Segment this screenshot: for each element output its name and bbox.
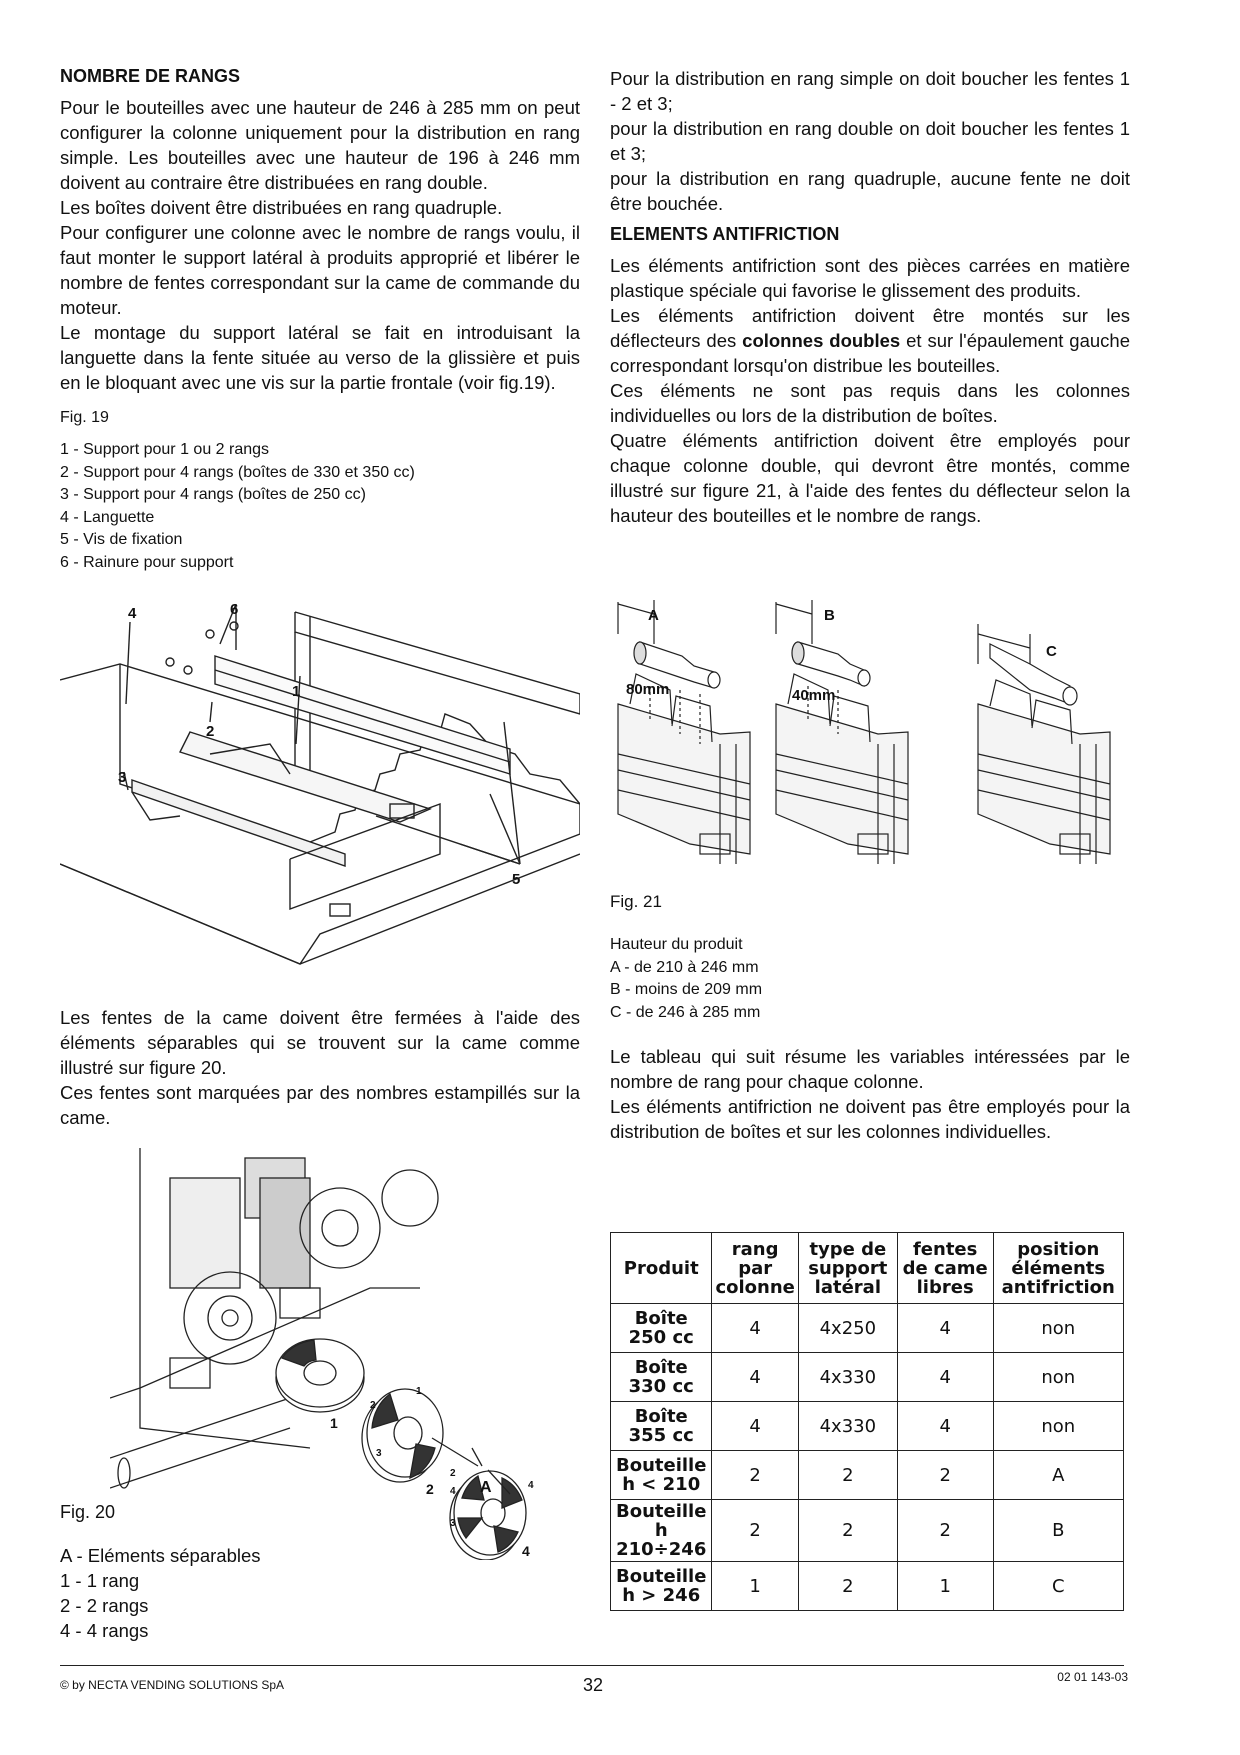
fig21-illustration: [610, 594, 1130, 874]
callout-1: 1: [292, 683, 301, 700]
table-row: [611, 1500, 1124, 1562]
paragraph: Ces éléments ne sont pas requis dans les colonnes individuelles ou lors de la distribution de boîtes.: [610, 380, 1130, 426]
legend-item: 4 - 4 rangs: [60, 1620, 149, 1641]
table-cell: non: [993, 1304, 1123, 1353]
table-cell: 4x330: [798, 1402, 897, 1451]
document-code: 02 01 143-03: [1057, 1670, 1128, 1684]
callout-5: 5: [512, 871, 521, 888]
table-cell: non: [993, 1353, 1123, 1402]
fig21-legend-block: [610, 892, 1130, 1144]
table-cell: 1: [712, 1562, 798, 1611]
table-header: Produit: [611, 1233, 712, 1304]
fig19-legend: [60, 439, 580, 574]
table-header: type de support latéral: [798, 1233, 897, 1304]
paragraph: Les boîtes doivent être distribuées en rang quadruple.: [60, 197, 503, 218]
slot-number: 4: [450, 1486, 456, 1497]
right-column: [610, 66, 1130, 528]
text-run-bold: colonnes doubles: [742, 330, 901, 351]
fig19-illustration: [60, 604, 580, 996]
table-cell: B: [993, 1500, 1123, 1562]
fig20-illustration: [110, 1148, 570, 1560]
legend-item: 4 - Languette: [60, 508, 155, 526]
table-cell: 4: [897, 1304, 993, 1353]
table-header: position éléments antifriction: [993, 1233, 1123, 1304]
text-run: Les éléments antifriction doivent être montés sur les déflecteurs des: [610, 305, 1130, 351]
slot-number: 2: [450, 1468, 456, 1479]
paragraph: Pour le bouteilles avec une hauteur de 246 à 285 mm on peut configurer la colonne uniquement pour la distribution en rang simple. Les bouteilles avec une hauteur de 196 à 246 mm doivent au contraire être distribuées en rang double.: [60, 97, 580, 193]
legend-title: Hauteur du produit: [610, 936, 743, 953]
table-cell: 2: [798, 1451, 897, 1500]
table-cell: non: [993, 1402, 1123, 1451]
fig20-caption: Fig. 20: [60, 1502, 116, 1522]
callout-6: 6: [230, 604, 239, 618]
table-row: [611, 1353, 1124, 1402]
slot-number: 2: [370, 1400, 376, 1411]
legend-item: 1 - 1 rang: [60, 1570, 140, 1591]
slot-number: 3: [376, 1448, 382, 1459]
legend-item: 2 - 2 rangs: [60, 1595, 149, 1616]
legend-item: A - de 210 à 246 mm: [610, 958, 759, 976]
paragraph: Ces fentes sont marquées par des nombres estampillés sur la came.: [60, 1082, 580, 1128]
fig21-label-A: A: [648, 607, 659, 624]
left-column-lower: [60, 1005, 580, 1130]
legend-item: 6 - Rainure pour support: [60, 553, 234, 571]
table-cell: Bouteille h 210÷246: [611, 1500, 712, 1562]
table-row: [611, 1562, 1124, 1611]
slot-number: 1: [416, 1386, 422, 1397]
legend-item: A - Eléments séparables: [60, 1545, 261, 1566]
table-cell: Boîte 355 cc: [611, 1402, 712, 1451]
table-cell: 4: [712, 1304, 798, 1353]
paragraph: Les éléments antifriction ne doivent pas être employés pour la distribution de boîtes et sur les colonnes individuelles.: [610, 1096, 1130, 1142]
paragraph: pour la distribution en rang double on doit boucher les fentes 1 et 3;: [610, 118, 1130, 164]
table-header: fentes de came libres: [897, 1233, 993, 1304]
legend-item: 5 - Vis de fixation: [60, 531, 183, 548]
table-cell: 4: [712, 1353, 798, 1402]
table-row: [611, 1402, 1124, 1451]
table-cell: Bouteille h > 246: [611, 1562, 712, 1611]
text-run: et sur l'épaulement gauche correspondant lorsqu'on distribue les bouteilles.: [610, 330, 1130, 376]
fig21-label-B: B: [824, 607, 835, 624]
legend-item: 3 - Support pour 4 rangs (boîtes de 250 cc): [60, 486, 366, 503]
fig20-legend: [60, 1543, 360, 1643]
legend-item: 2 - Support pour 4 rangs (boîtes de 330 et 350 cc): [60, 463, 415, 481]
slot-number: 4: [528, 1480, 534, 1491]
table-cell: 2: [798, 1500, 897, 1562]
table-cell: Boîte 250 cc: [611, 1304, 712, 1353]
table-header: rang par colonne: [712, 1233, 798, 1304]
table-cell: 4: [897, 1353, 993, 1402]
paragraph: Pour configurer une colonne avec le nombre de rangs voulu, il faut monter le support latéral à produits approprié et libérer le nombre de fentes correspondant sur la came de commande du moteur.: [60, 222, 580, 318]
cam4-label: 4: [522, 1543, 530, 1559]
section-heading-rangs: NOMBRE DE RANGS: [60, 66, 241, 86]
callout-4: 4: [128, 605, 137, 622]
table-cell: 1: [897, 1562, 993, 1611]
fig21-dim-40: 40mm: [792, 687, 836, 704]
paragraph: Quatre éléments antifriction doivent être employés pour chaque colonne double, qui devront être montés, comme illustré sur figure 21, à l'aide des fentes du déflecteur selon la hauteur des bouteilles et le nombre de rangs.: [610, 430, 1130, 526]
table-cell: 4: [712, 1402, 798, 1451]
table-cell: 2: [712, 1451, 798, 1500]
fig21-legend: [610, 934, 1130, 1024]
legend-item: 1 - Support pour 1 ou 2 rangs: [60, 441, 270, 458]
paragraph: Les fentes de la came doivent être fermées à l'aide des éléments séparables qui se trouvent sur la came comme illustré sur figure 20.: [60, 1007, 580, 1078]
table-cell: Bouteille h < 210: [611, 1451, 712, 1500]
table-cell: 4x250: [798, 1304, 897, 1353]
callout-3: 3: [118, 769, 127, 786]
table-cell: 4x330: [798, 1353, 897, 1402]
paragraph: Le tableau qui suit résume les variables intéressées par le nombre de rang pour chaque colonne.: [610, 1046, 1130, 1092]
table-row: [611, 1451, 1124, 1500]
page-number: 32: [583, 1675, 604, 1695]
callout-2: 2: [206, 723, 215, 740]
table-cell: 2: [712, 1500, 798, 1562]
table-cell: 2: [798, 1562, 897, 1611]
paragraph: Les éléments antifriction sont des pièces carrées en matière plastique spéciale qui favorise le glissement des produits.: [610, 255, 1130, 301]
summary-table: [610, 1232, 1124, 1611]
elements-label-A: A: [480, 1479, 492, 1496]
paragraph: pour la distribution en rang quadruple, aucune fente ne doit être bouchée.: [610, 168, 1130, 214]
left-column: [60, 66, 580, 574]
table-header-row: [611, 1233, 1124, 1304]
paragraph: Le montage du support latéral se fait en introduisant la languette dans la fente située au verso de la glissière et puis en le bloquant avec une vis sur la partie frontale (voir fig.19).: [60, 322, 580, 393]
table-cell: 4: [897, 1402, 993, 1451]
paragraph: Pour la distribution en rang simple on doit boucher les fentes 1 - 2 et 3;: [610, 68, 1130, 114]
fig20-legend-block: [60, 1502, 360, 1643]
cam1-label: 1: [330, 1415, 338, 1431]
cam2-label: 2: [426, 1481, 434, 1497]
table-cell: C: [993, 1562, 1123, 1611]
fig19-caption: Fig. 19: [60, 409, 109, 426]
legend-item: C - de 246 à 285 mm: [610, 1003, 761, 1021]
fig21-caption: Fig. 21: [610, 892, 662, 911]
section-heading-antifriction: ELEMENTS ANTIFRICTION: [610, 224, 840, 244]
table-cell: A: [993, 1451, 1123, 1500]
table-cell: Boîte 330 cc: [611, 1353, 712, 1402]
table-cell: 2: [897, 1500, 993, 1562]
fig21-dim-80: 80mm: [626, 681, 670, 698]
fig21-label-C: C: [1046, 643, 1057, 660]
legend-item: B - moins de 209 mm: [610, 981, 763, 998]
table-cell: 2: [897, 1451, 993, 1500]
slot-number: 3: [450, 1518, 456, 1529]
footer-divider: [60, 1665, 1124, 1666]
table-row: [611, 1304, 1124, 1353]
paragraph: [610, 303, 1130, 378]
footer-copyright: © by NECTA VENDING SOLUTIONS SpA: [60, 1678, 285, 1692]
